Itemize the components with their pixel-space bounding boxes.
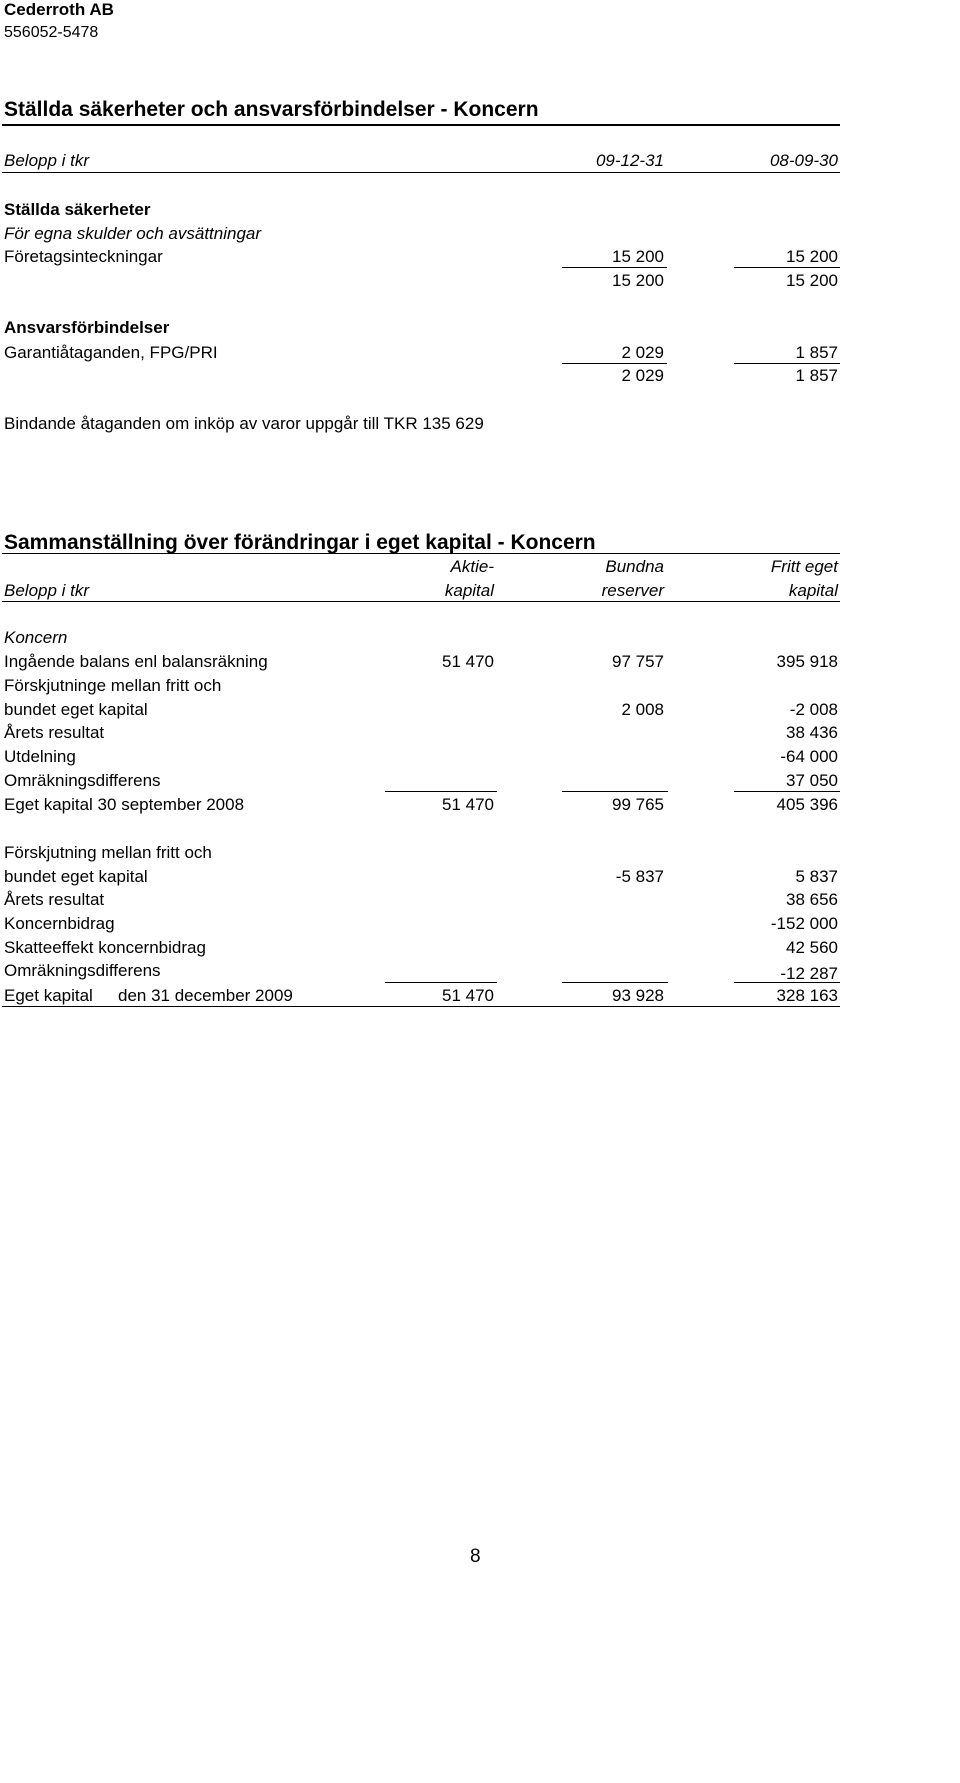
equity-unit-label: Belopp i tkr (4, 581, 90, 600)
equity-row-label: Förskjutninge mellan fritt och (4, 676, 222, 695)
equity-row-label: Ingående balans enl balansräkning (4, 652, 268, 671)
subtotal-rule (734, 791, 840, 792)
equity-row-free-equity: 405 396 (776, 795, 838, 814)
sum-value-2008: 1 857 (795, 366, 838, 385)
col-restricted-top: Bundna (605, 557, 664, 576)
equity-row-label: bundet eget kapital (4, 700, 148, 719)
final-row-label: Eget kapital (4, 986, 93, 1005)
row-value-2008: 1 857 (795, 343, 838, 362)
org-number: 556052-5478 (4, 24, 99, 41)
subtotal-rule (562, 363, 667, 364)
pledged-assets-subheading: För egna skulder och avsättningar (4, 224, 262, 243)
title-underline (2, 553, 840, 554)
final-share-capital: 51 470 (442, 986, 494, 1005)
col-free-equity-bottom: kapital (788, 581, 838, 600)
equity-row-restricted: 97 757 (612, 652, 664, 671)
equity-row-free-equity: 395 918 (776, 652, 838, 671)
header-rule (2, 172, 840, 173)
equity-row-restricted: 99 765 (612, 795, 664, 814)
equity-row-label: Omräkningsdifferens (4, 961, 161, 980)
equity-row-free-equity: 38 436 (786, 723, 838, 742)
title-underline (2, 124, 840, 126)
pledged-unit-label: Belopp i tkr (4, 151, 90, 170)
group-label: Koncern (4, 628, 68, 647)
col-restricted-bottom: reserver (601, 581, 664, 600)
row-value-2008: 15 200 (786, 247, 838, 266)
row-label: Företagsinteckningar (4, 247, 163, 266)
equity-row-free-equity: -64 000 (780, 747, 838, 766)
pledged-col-2009: 09-12-31 (595, 151, 664, 170)
subtotal-rule (385, 791, 497, 792)
subtotal-rule (562, 791, 668, 792)
equity-row-label: Årets resultat (4, 890, 105, 909)
subtotal-rule (385, 982, 497, 983)
col-share-capital-top: Aktie- (450, 557, 494, 576)
pledged-section-title: Ställda säkerheter och ansvarsförbindelser - Koncern (4, 98, 539, 121)
equity-row-label: Omräkningsdifferens (4, 771, 161, 790)
equity-row-restricted: 2 008 (621, 700, 664, 719)
closing-rule (2, 1006, 840, 1007)
equity-row-label: Årets resultat (4, 723, 105, 742)
equity-row-free-equity: -152 000 (770, 914, 838, 933)
subtotal-rule (562, 267, 667, 268)
equity-row-free-equity: -12 287 (780, 964, 838, 983)
sum-value-2009: 15 200 (612, 271, 664, 290)
page-number: 8 (470, 1546, 481, 1567)
row-value-2009: 2 029 (621, 343, 664, 362)
purchase-commitment-note: Bindande åtaganden om inköp av varor uppgår till TKR 135 629 (4, 414, 484, 433)
equity-row-free-equity: 38 656 (786, 890, 838, 909)
equity-row-free-equity: -2 008 (789, 700, 838, 719)
col-share-capital-bottom: kapital (444, 581, 494, 600)
equity-row-restricted: -5 837 (615, 867, 664, 886)
contingent-heading: Ansvarsförbindelser (4, 318, 170, 337)
equity-row-free-equity: 42 560 (786, 938, 838, 957)
subtotal-rule (734, 363, 840, 364)
equity-row-label: Förskjutning mellan fritt och (4, 843, 212, 862)
sum-value-2009: 2 029 (621, 366, 664, 385)
equity-row-label: bundet eget kapital (4, 867, 148, 886)
row-label: Garantiåtaganden, FPG/PRI (4, 343, 218, 362)
subtotal-rule (734, 982, 840, 983)
equity-row-label: Skatteeffekt koncernbidrag (4, 938, 206, 957)
final-row-date: den 31 december 2009 (118, 986, 293, 1005)
row-value-2009: 15 200 (612, 247, 664, 266)
equity-row-label: Koncernbidrag (4, 914, 115, 933)
subtotal-rule (562, 982, 668, 983)
equity-row-share-capital: 51 470 (442, 795, 494, 814)
company-name: Cederroth AB (4, 0, 114, 19)
equity-section-title: Sammanställning över förändringar i eget kapital - Koncern (4, 531, 596, 554)
equity-row-free-equity: 37 050 (786, 771, 838, 790)
subtotal-rule (734, 267, 840, 268)
final-restricted: 93 928 (612, 986, 664, 1005)
equity-row-free-equity: 5 837 (795, 867, 838, 886)
col-free-equity-top: Fritt eget (770, 557, 838, 576)
final-free-equity: 328 163 (776, 986, 838, 1005)
sum-value-2008: 15 200 (786, 271, 838, 290)
equity-row-share-capital: 51 470 (442, 652, 494, 671)
equity-row-label: Utdelning (4, 747, 76, 766)
equity-row-label: Eget kapital 30 september 2008 (4, 795, 245, 814)
pledged-assets-heading: Ställda säkerheter (4, 200, 151, 219)
header-rule (2, 601, 840, 602)
pledged-col-2008: 08-09-30 (769, 151, 838, 170)
